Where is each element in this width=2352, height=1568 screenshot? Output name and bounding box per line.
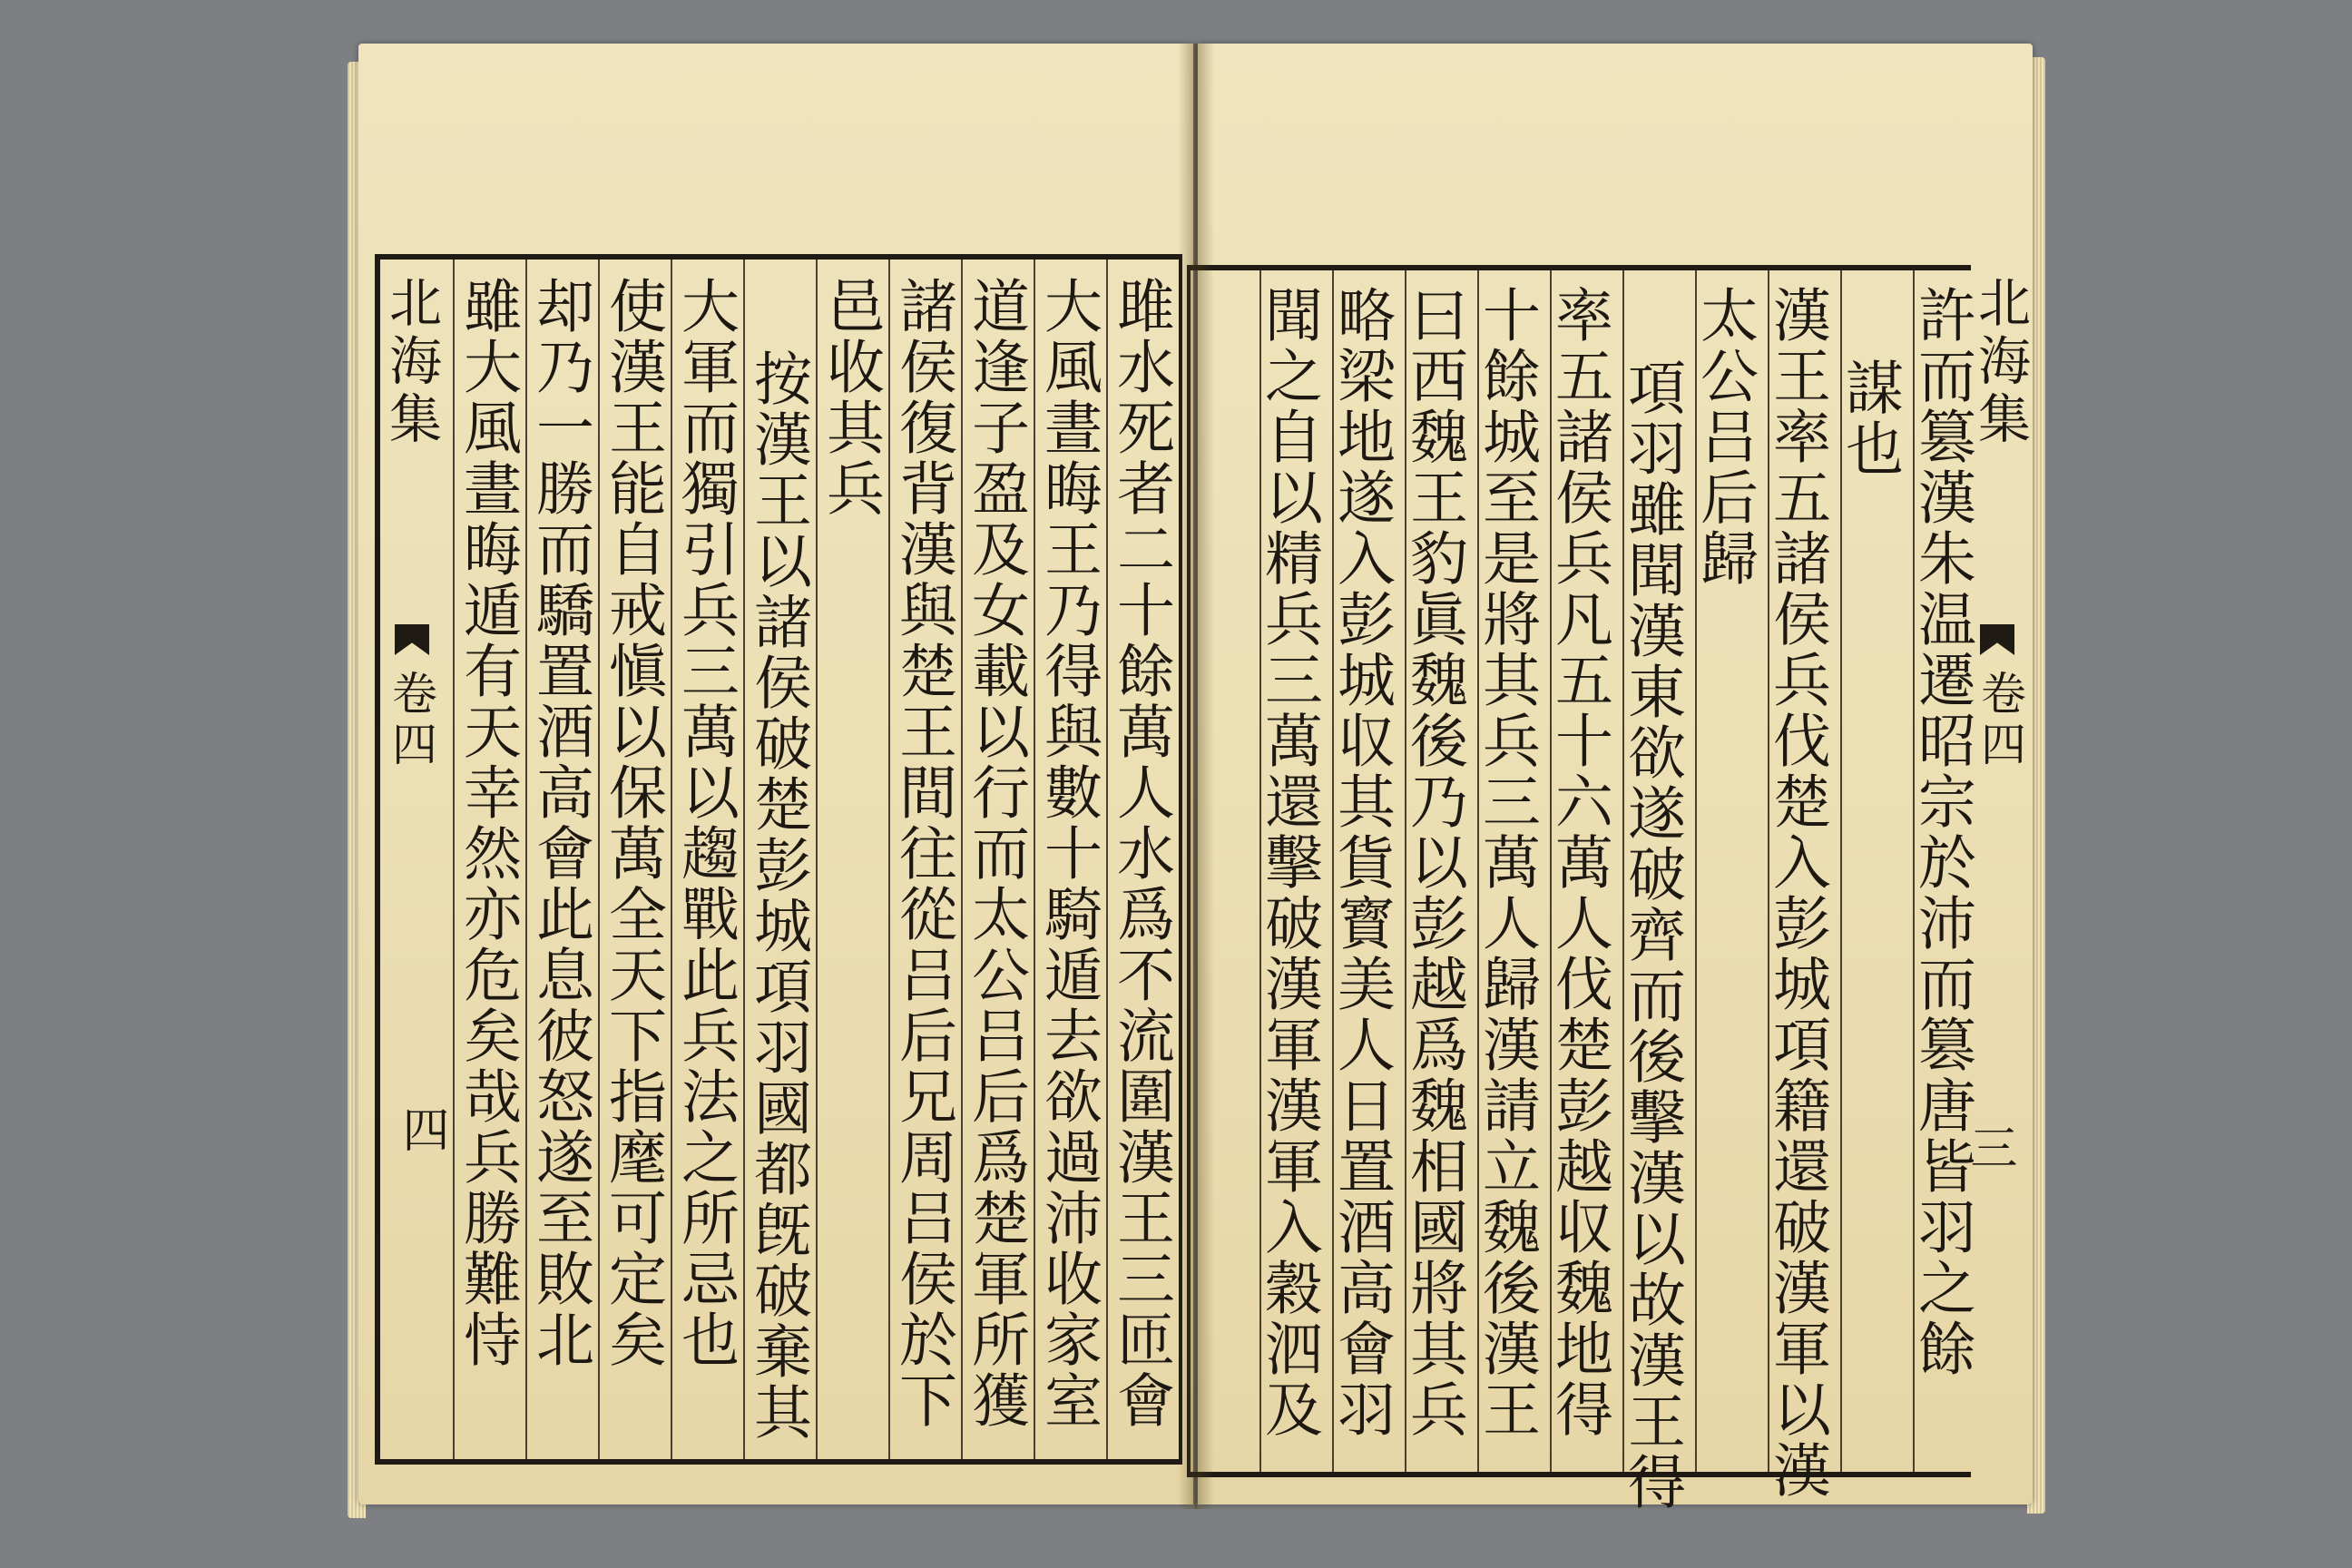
right-text-frame xyxy=(1187,265,1975,1513)
text-column: 項羽雖聞漢東欲遂破齊而後擊漢以故漢王得 xyxy=(1618,358,1685,1513)
text-column: 道逢子盈及女載以行而太公吕后爲楚軍所獲 xyxy=(962,276,1029,1431)
right-page xyxy=(1198,44,2033,1513)
text-column: 邑收其兵 xyxy=(817,276,884,519)
text-column: 許而篡漢朱温遷昭宗於沛而篡唐皆羽之餘 xyxy=(1908,285,1975,1379)
text-column: 漢王率五諸侯兵伐楚入彭城項籍還破漢軍以漢 xyxy=(1763,285,1830,1501)
text-column: 率五諸侯兵凡五十六萬人伐楚彭越収魏地得 xyxy=(1545,285,1612,1440)
margin-book-title: 北海集 xyxy=(380,275,442,449)
book-gutter xyxy=(1178,44,1214,1509)
text-column: 大風晝晦王乃得與數十騎遁去欲過沛收家室 xyxy=(1034,276,1102,1431)
text-column: 按漢王以諸侯破楚彭城項羽國都旣破棄其 xyxy=(744,348,811,1443)
left-text-frame xyxy=(375,254,1182,1465)
text-column: 聞之自以精兵三萬還擊破漢軍漢軍入穀泗及 xyxy=(1255,285,1322,1440)
page-number: 四 xyxy=(394,1105,448,1152)
fishtail-mark xyxy=(1980,624,2014,655)
text-column: 却乃一勝而驕置酒高會此息彼怒遂至敗北 xyxy=(526,276,593,1370)
margin-volume: 卷四 xyxy=(385,670,437,771)
text-column: 諸侯復背漢與楚王間往從吕后兄周吕侯於下 xyxy=(889,276,956,1431)
text-column: 雎水死者二十餘萬人水爲不流圍漢王三匝會 xyxy=(1107,276,1174,1431)
margin-volume: 卷四 xyxy=(1974,670,2026,771)
text-column: 略梁地遂入彭城収其貨寳美人日置酒高會羽 xyxy=(1328,285,1395,1440)
margin-book-title: 北海集 xyxy=(1969,275,2031,449)
open-book xyxy=(358,44,2033,1521)
left-page xyxy=(358,44,1193,1504)
text-column: 使漢王能自戒愼以保萬全天下指麾可定矣 xyxy=(599,276,666,1370)
page-number: 三 xyxy=(1962,1123,2016,1171)
text-column: 雖大風晝晦遁有天幸然亦危矣哉兵勝難恃 xyxy=(454,276,521,1370)
text-column: 謀也 xyxy=(1836,358,1903,479)
text-column: 曰西魏王豹眞魏後乃以彭越爲魏相國將其兵 xyxy=(1400,285,1467,1440)
text-column: 太公吕后歸 xyxy=(1690,285,1758,589)
text-column: 大軍而獨引兵三萬以趨戰此兵法之所忌也 xyxy=(671,276,739,1370)
text-column: 十餘城至是將其兵三萬人歸漢請立魏後漢王 xyxy=(1473,285,1540,1440)
